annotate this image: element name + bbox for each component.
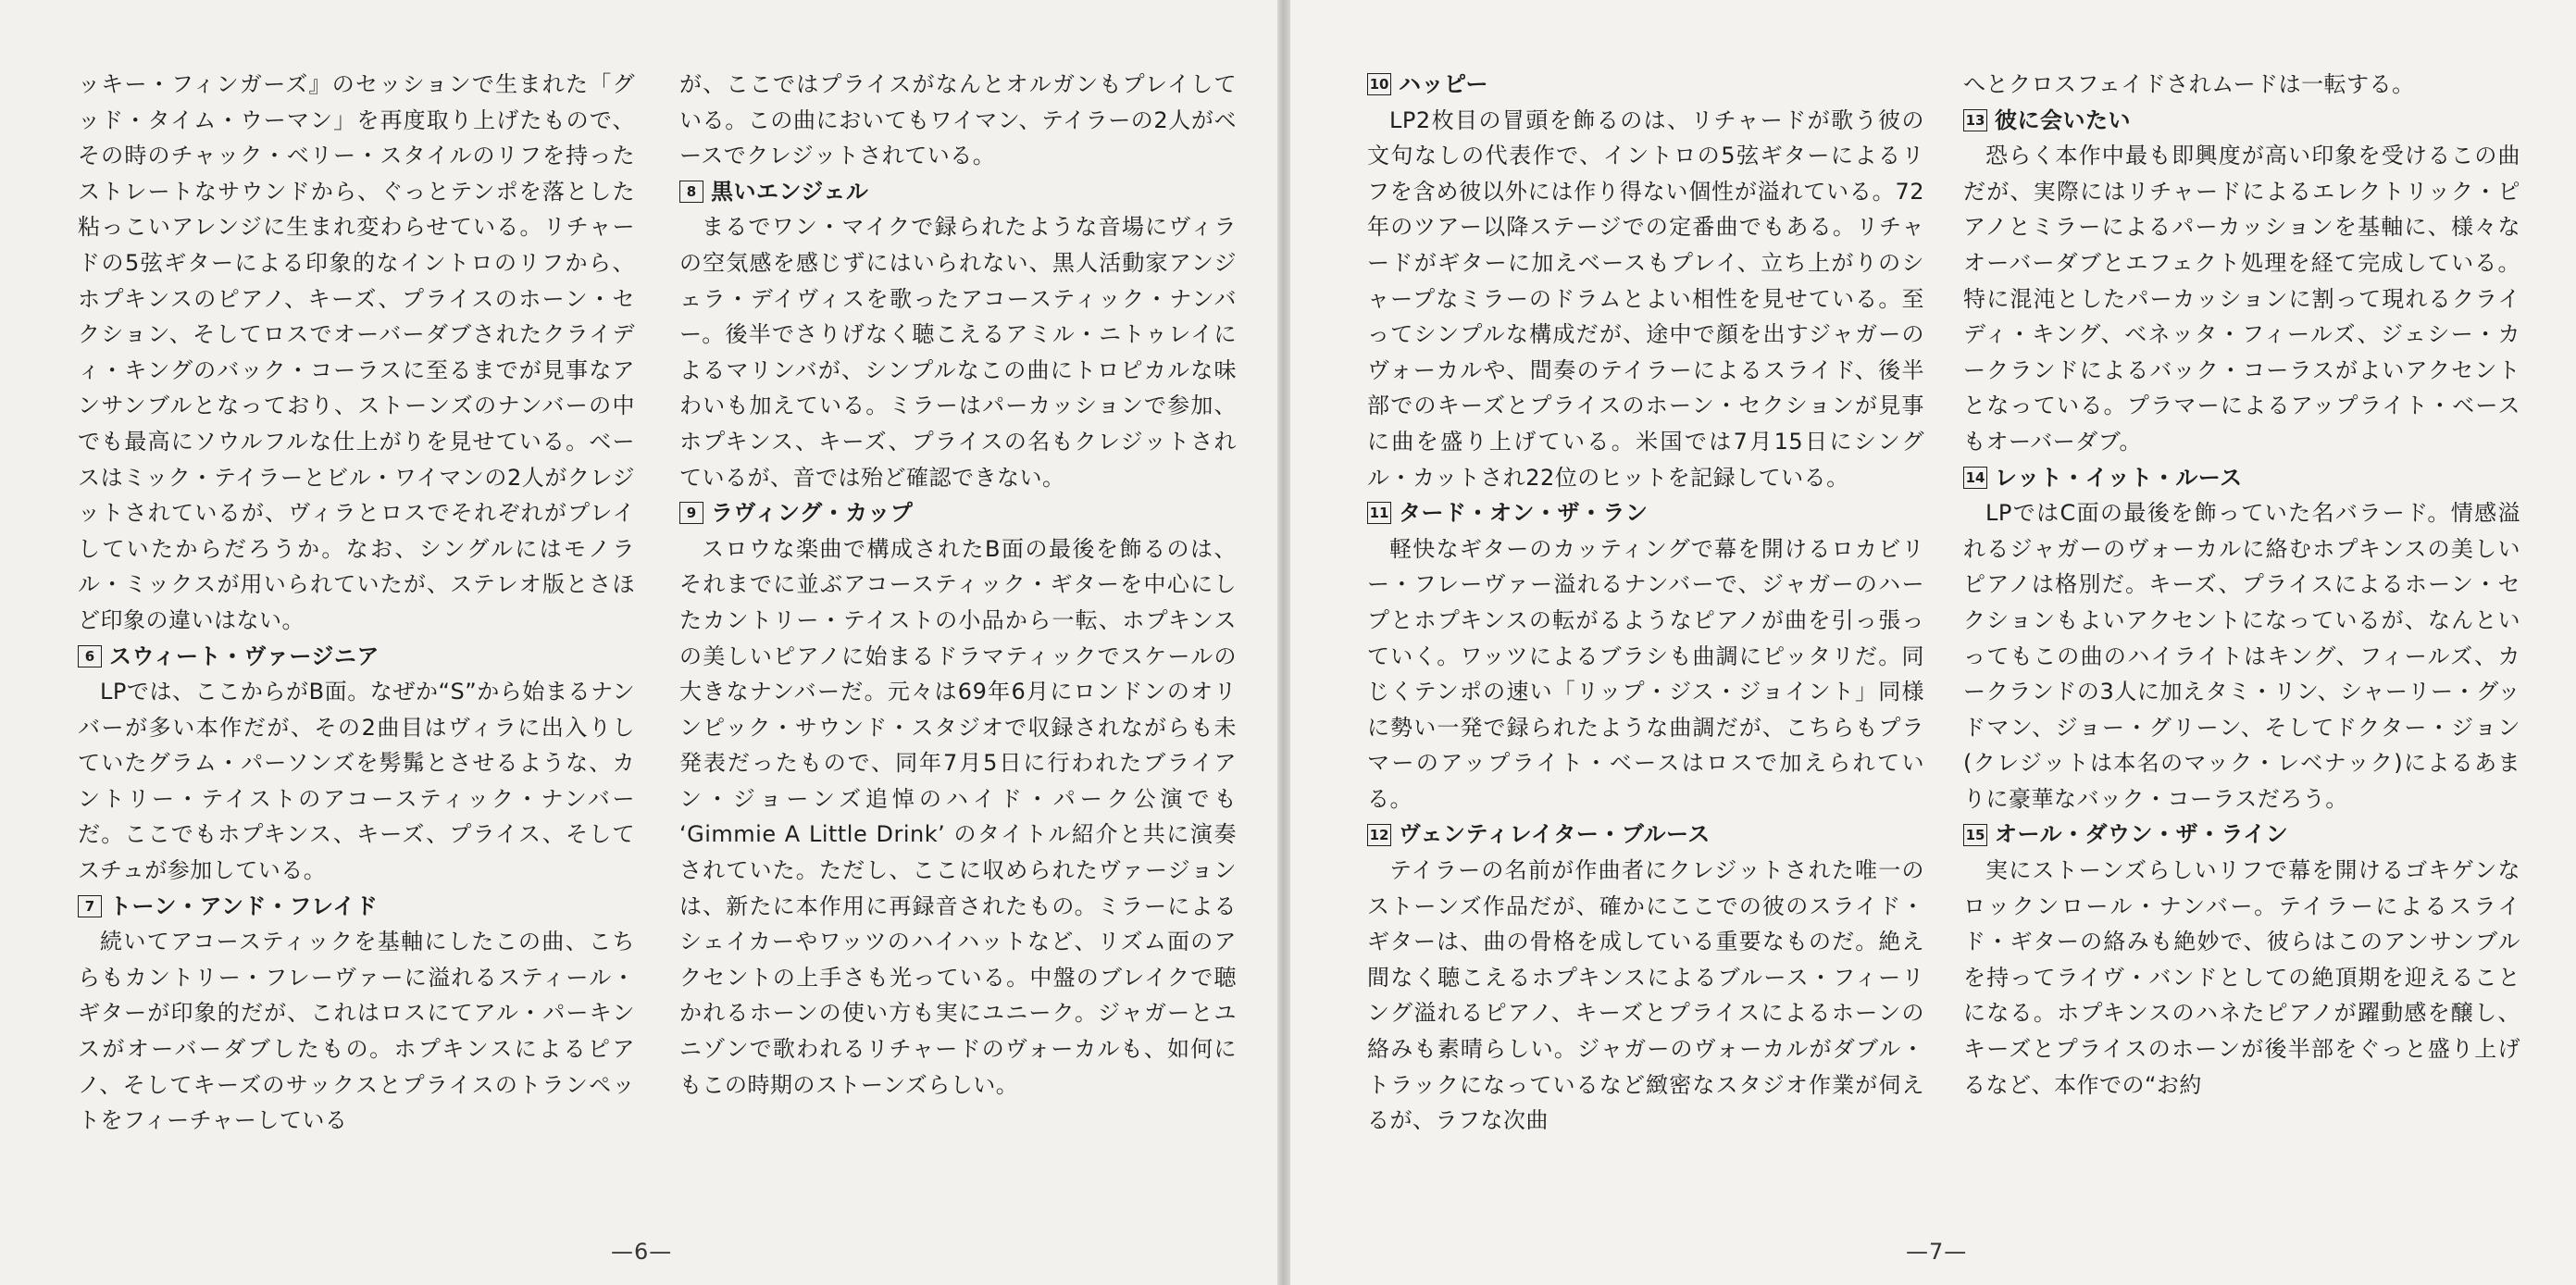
paragraph: が、ここではプライスがなんとオルガンもプレイしている。この曲においてもワイマン、テイラーの2人がベースでクレジットされている。: [679, 71, 1237, 169]
track-title: ヴェンティレイター・ブルース: [1399, 821, 1711, 848]
track-title: ラヴィング・カップ: [711, 500, 914, 527]
track-heading-12: [1367, 817, 1924, 853]
track-heading-11: [1367, 495, 1924, 531]
track-number-box: 8: [679, 181, 703, 203]
track-heading-7: [78, 889, 635, 925]
track-heading-8: [679, 174, 1237, 210]
right-page: [1290, 0, 2576, 1285]
paragraph: スロウな楽曲で構成されたB面の最後を飾るのは、それまでに並ぶアコースティック・ギターを中心にしたカントリー・テイストの小品から一転、ホプキンスの美しいピアノに始まるドラマティックでスケールの大きなナンバーだ。元々は69年6月にロンドンのオリンピック・サウンド・スタジオで収録されながらも未発表だったもので、同年7月5日に行われたブライアン・ジョーンズ追悼のハイド・パーク公演でも ‘Gimmie A Little Drink’ のタイトル紹介と共に演奏されていた。ただし、ここに収められたヴァージョンは、新たに本作用に再録音されたもの。ミラーによるシェイカーやワッツのハイハットなど、リズム面のアクセントの上手さも光っている。中盤のブレイクで聴かれるホーンの使い方も実にユニーク。ジャガーとユニゾンで歌われるリチャードのヴォーカルも、如何にもこの時期のストーンズらしい。: [679, 535, 1237, 1098]
track-title: トーン・アンド・フレイド: [109, 892, 379, 919]
paragraph: LPではC面の最後を飾っていた名バラード。情感溢れるジャガーのヴォーカルに絡むホプキンスの美しいピアノは格別だ。キーズ、プライスによるホーン・セクションもよいアクセントになっているが、なんといってもこの曲のハイライトはキング、フィールズ、カークランドの3人に加えタミ・リン、シャーリー・グッドマン、ジョー・グリーン、そしてドクター・ジョン(クレジットは本名のマック・レベナック)によるあまりに豪華なバック・コーラスだろう。: [1963, 500, 2520, 812]
track-heading-10: [1367, 67, 1924, 103]
paragraph: 恐らく本作中最も即興度が高い印象を受けるこの曲だが、実際にはリチャードによるエレクトリック・ピアノとミラーによるパーカッションを基軸に、様々なオーバーダブとエフェクト処理を経て完成している。特に混沌としたパーカッションに割って現れるクライディ・キング、ベネッタ・フィールズ、ジェシー・カークランドによるバック・コーラスがよいアクセントとなっている。プラマーによるアップライト・ベースもオーバーダブ。: [1963, 143, 2520, 455]
page-number: —6—: [611, 1239, 673, 1265]
track-number-box: 7: [78, 895, 102, 917]
track-number-box: 12: [1367, 824, 1391, 846]
left-column-2: [679, 67, 1237, 1103]
track-title: オール・ダウン・ザ・ライン: [1995, 821, 2289, 848]
paragraph: テイラーの名前が作曲者にクレジットされた唯一のストーンズ作品だが、確かにここでの彼のスライド・ギターは、曲の骨格を成している重要なものだ。絶え間なく聴こえるホプキンスによるブルース・フィーリング溢れるピアノ、キーズとプライスによるホーンの絡みも素晴らしい。ジャガーのヴォーカルがダブル・トラックになっているなど緻密なスタジオ作業が伺えるが、ラフな次曲: [1367, 857, 1924, 1134]
paragraph: へとクロスフェイドされムードは一転する。: [1963, 71, 2415, 97]
track-title: タード・オン・ザ・ラン: [1399, 500, 1649, 527]
track-number-box: 15: [1963, 824, 1987, 846]
track-heading-14: [1963, 460, 2520, 496]
paragraph: LP2枚目の冒頭を飾るのは、リチャードが歌う彼の文句なしの代表作で、イントロの5弦ギターによるリフを含め彼以外には作り得ない個性が溢れている。72年のツアー以降ステージでの定番曲でもある。リチャードがギターに加えベースもプレイ、立ち上がりのシャープなミラーのドラムとよい相性を見せている。至ってシンプルな構成だが、途中で顔を出すジャガーのヴォーカルや、間奏のテイラーによるスライド、後半部でのキーズとプライスのホーン・セクションが見事に曲を盛り上げている。米国では7月15日にシングル・カットされ22位のヒットを記録している。: [1367, 106, 1924, 491]
track-title: 彼に会いたい: [1995, 106, 2131, 133]
page-number: —7—: [1906, 1239, 1968, 1265]
left-page: [0, 0, 1277, 1285]
track-number-box: 9: [679, 502, 703, 524]
paragraph: 軽快なギターのカッティングで幕を開けるロカビリー・フレーヴァー溢れるナンバーで、ジャガーのハープとホプキンスの転がるようなピアノが曲を引っ張っていく。ワッツによるブラシも曲調にピッタリだ。同じくテンポの速い「リップ・ジス・ジョイント」同様に勢い一発で録られたような曲調だが、こちらもプラマーのアップライト・ベースはロスで加えられている。: [1367, 535, 1924, 812]
track-number-box: 14: [1963, 467, 1987, 489]
paragraph: 実にストーンズらしいリフで幕を開けるゴキゲンなロックンロール・ナンバー。テイラーによるスライド・ギターの絡みも絶妙で、彼らはこのアンサンブルを持ってライヴ・バンドとしての絶頂期を迎えることになる。ホプキンスのハネたピアノが躍動感を醸し、キーズとプライスのホーンが後半部をぐっと盛り上げるなど、本作での“お約: [1963, 857, 2520, 1098]
track-title: ハッピー: [1399, 71, 1489, 97]
book-gutter: [1277, 0, 1290, 1285]
paragraph: まるでワン・マイクで録られたような音場にヴィラの空気感を感じずにはいられない、黒人活動家アンジェラ・デイヴィスを歌ったアコースティック・ナンバー。後半でさりげなく聴こえるアミル・ニトゥレイによるマリンバが、シンプルなこの曲にトロピカルな味わいも加えている。ミラーはパーカッションで参加、ホプキンス、キーズ、プライスの名もクレジットされているが、音では殆ど確認できない。: [679, 214, 1237, 491]
track-heading-13: [1963, 103, 2520, 139]
track-heading-15: [1963, 817, 2520, 853]
track-title: レット・イット・ルース: [1995, 464, 2243, 491]
track-number-box: 6: [78, 645, 102, 667]
track-number-box: 13: [1963, 109, 1987, 131]
right-column-1: [1367, 67, 1924, 1139]
paragraph: 続いてアコースティックを基軸にしたこの曲、こちらもカントリー・フレーヴァーに溢れるスティール・ギターが印象的だが、これはロスにてアル・パーキンスがオーバーダブしたもの。ホプキンスによるピアノ、そしてキーズのサックスとプライスのトランペットをフィーチャーしている: [78, 929, 635, 1134]
track-title: スウィート・ヴァージニア: [109, 642, 380, 669]
track-number-box: 11: [1367, 502, 1391, 524]
right-column-2: [1963, 67, 2520, 1103]
track-number-box: 10: [1367, 73, 1391, 95]
track-heading-6: [78, 639, 635, 675]
paragraph: ッキー・フィンガーズ』のセッションで生まれた「グッド・タイム・ウーマン」を再度取り上げたもので、その時のチャック・ベリー・スタイルのリフを持ったストレートなサウンドから、ぐっとテンポを落とした粘っこいアレンジに生まれ変わらせている。リチャードの5弦ギターによる印象的なイントロのリフから、ホプキンスのピアノ、キーズ、プライスのホーン・セクション、そしてロスでオーバーダブされたクライディ・キングのバック・コーラスに至るまでが見事なアンサンブルとなっており、ストーンズのナンバーの中でも最高にソウルフルな仕上がりを見せている。ベースはミック・テイラーとビル・ワイマンの2人がクレジットされているが、ヴィラとロスでそれぞれがプレイしていたからだろうか。なお、シングルにはモノラル・ミックスが用いられていたが、ステレオ版とさほど印象の違いはない。: [78, 71, 635, 633]
track-heading-9: [679, 495, 1237, 531]
left-column-1: [78, 67, 635, 1139]
paragraph: LPでは、ここからがB面。なぜか“S”から始まるナンバーが多い本作だが、その2曲目はヴィラに出入りしていたグラム・パーソンズを髣髴とさせるような、カントリー・テイストのアコースティック・ナンバーだ。ここでもホプキンス、キーズ、プライス、そしてスチュが参加している。: [78, 679, 635, 884]
track-title: 黒いエンジェル: [711, 178, 869, 205]
